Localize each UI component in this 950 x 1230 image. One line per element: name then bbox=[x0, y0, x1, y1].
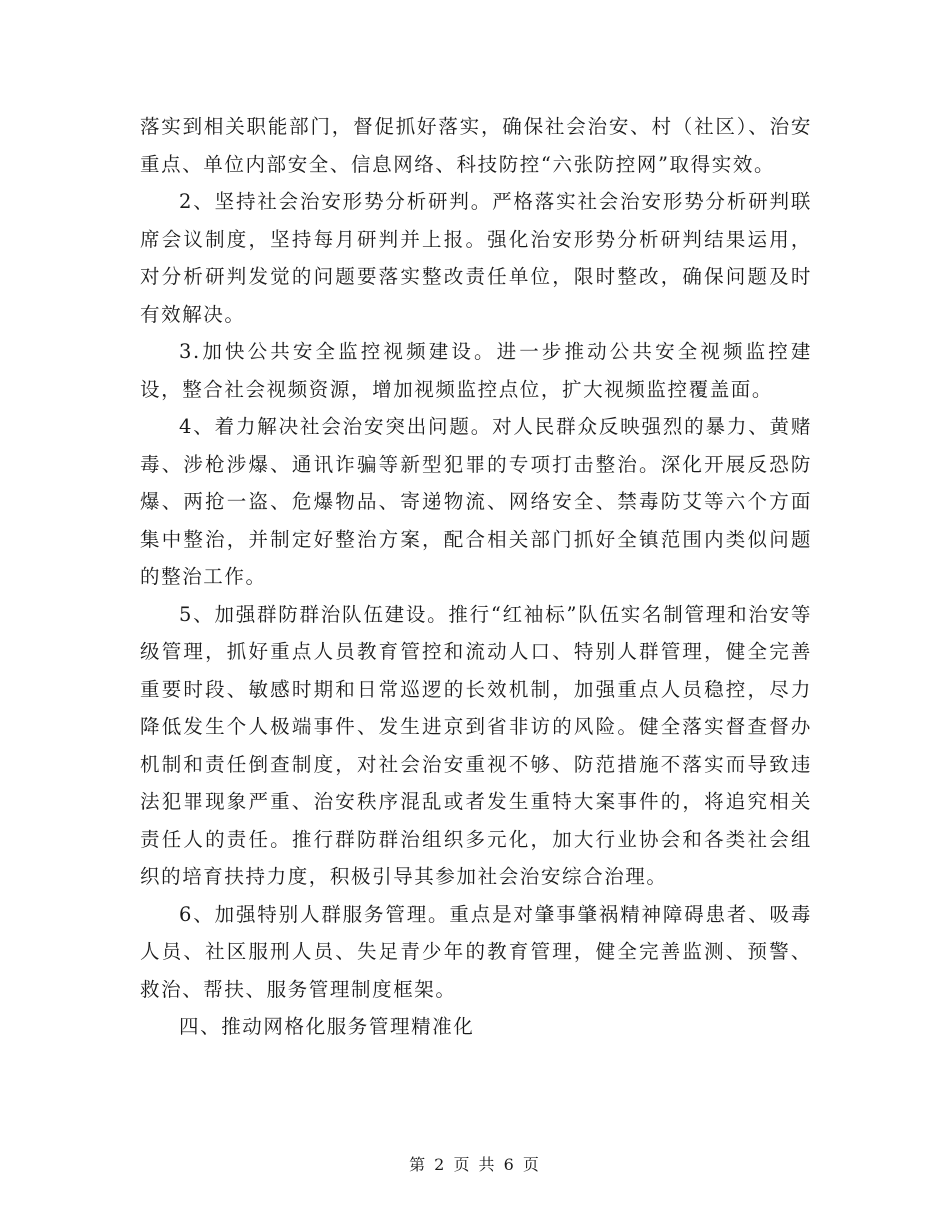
paragraph-item-5: 5、加强群防群治队伍建设。推行“红袖标”队伍实名制管理和治安等级管理，抓好重点人员教育管控和流动人口、特别人群管理，健全完善重要时段、敏感时期和日常巡逻的长效机制，加强重点人员稳控，尽力降低发生个人极端事件、发生进京到省非访的风险。健全落实督查督办机制和责任倒查制度，对社会治安重视不够、防范措施不落实而导致违法犯罪现象严重、治安秩序混乱或者发生重特大案事件的，将追究相关责任人的责任。推行群防群治组织多元化，加大行业协会和各类社会组织的培育扶持力度，积极引导其参加社会治安综合治理。 bbox=[140, 602, 812, 888]
document-body bbox=[140, 108, 812, 1046]
paragraph-item-2: 2、坚持社会治安形势分析研判。严格落实社会治安形势分析研判联席会议制度，坚持每月研判并上报。强化治安形势分析研判结果运用，对分析研判发觉的问题要落实整改责任单位，限时整改，确保问题及时有效解决。 bbox=[140, 190, 812, 326]
paragraph-continuation: 落实到相关职能部门，督促抓好落实，确保社会治安、村（社区）、治安重点、单位内部安全、信息网络、科技防控“六张防控网”取得实效。 bbox=[140, 115, 812, 176]
paragraph-item-3: 3.加快公共安全监控视频建设。进一步推动公共安全视频监控建设，整合社会视频资源，增加视频监控点位，扩大视频监控覆盖面。 bbox=[140, 340, 812, 401]
section-heading: 四、推动网格化服务管理精准化 bbox=[179, 1015, 475, 1038]
page-number-footer: 第 2 页 共 6 页 bbox=[409, 1155, 541, 1174]
paragraph-item-4: 4、着力解决社会治安突出问题。对人民群众反映强烈的暴力、黄赌毒、涉枪涉爆、通讯诈骗等新型犯罪的专项打击整治。深化开展反恐防爆、两抢一盗、危爆物品、寄递物流、网络安全、禁毒防艾等六个方面集中整治，并制定好整治方案，配合相关部门抓好全镇范围内类似问题的整治工作。 bbox=[140, 415, 812, 588]
paragraph-item-6: 6、加强特别人群服务管理。重点是对肇事肇祸精神障碍患者、吸毒人员、社区服刑人员、失足青少年的教育管理，健全完善监测、预警、救治、帮扶、服务管理制度框架。 bbox=[140, 902, 812, 1001]
